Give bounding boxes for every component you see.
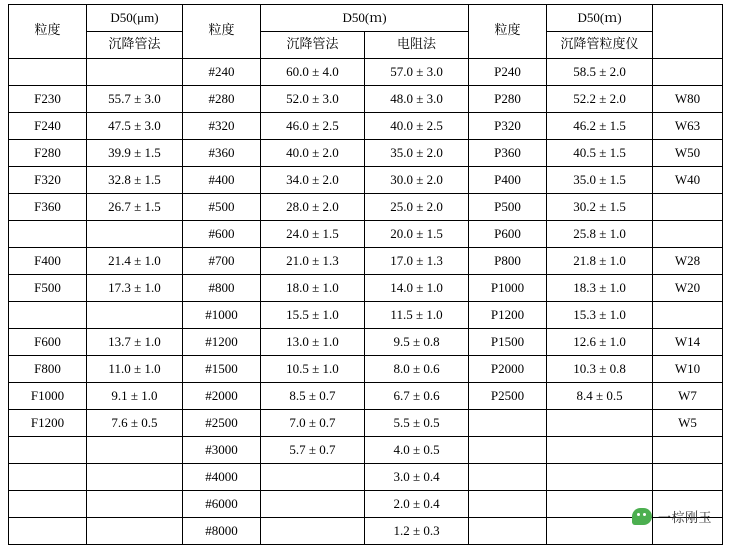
cell-f-grit: F600 bbox=[9, 329, 87, 356]
cell-w-series: W63 bbox=[653, 113, 723, 140]
cell-f-grit bbox=[9, 221, 87, 248]
cell-w-series: W40 bbox=[653, 167, 723, 194]
table-row bbox=[9, 194, 723, 221]
cell-hash-resistance: 40.0 ± 2.5 bbox=[365, 113, 469, 140]
cell-f-d50: 39.9 ± 1.5 bbox=[87, 140, 183, 167]
cell-w-series bbox=[653, 302, 723, 329]
cell-w-series bbox=[653, 194, 723, 221]
table-row bbox=[9, 248, 723, 275]
cell-hash-grit: #1200 bbox=[183, 329, 261, 356]
cell-w-series: W5 bbox=[653, 410, 723, 437]
cell-hash-sedimentation: 34.0 ± 2.0 bbox=[261, 167, 365, 194]
cell-f-d50: 26.7 ± 1.5 bbox=[87, 194, 183, 221]
cell-w-series: W28 bbox=[653, 248, 723, 275]
table-row bbox=[9, 302, 723, 329]
cell-hash-grit: #6000 bbox=[183, 491, 261, 518]
table-row bbox=[9, 221, 723, 248]
cell-hash-sedimentation bbox=[261, 464, 365, 491]
cell-p-d50: 10.3 ± 0.8 bbox=[547, 356, 653, 383]
footer-badge-label: 一棕刚玉 bbox=[657, 511, 712, 526]
cell-w-series: W7 bbox=[653, 383, 723, 410]
table-row bbox=[9, 410, 723, 437]
cell-hash-resistance: 9.5 ± 0.8 bbox=[365, 329, 469, 356]
header-group3-label: 粒度 bbox=[469, 5, 547, 59]
cell-w-series: W10 bbox=[653, 356, 723, 383]
cell-hash-sedimentation: 18.0 ± 1.0 bbox=[261, 275, 365, 302]
cell-hash-resistance: 3.0 ± 0.4 bbox=[365, 464, 469, 491]
cell-w-series bbox=[653, 464, 723, 491]
cell-p-d50: 21.8 ± 1.0 bbox=[547, 248, 653, 275]
cell-p-grit: P360 bbox=[469, 140, 547, 167]
cell-hash-sedimentation bbox=[261, 491, 365, 518]
table-row bbox=[9, 356, 723, 383]
cell-p-d50: 52.2 ± 2.0 bbox=[547, 86, 653, 113]
cell-f-grit: F280 bbox=[9, 140, 87, 167]
cell-hash-sedimentation: 10.5 ± 1.0 bbox=[261, 356, 365, 383]
cell-f-grit: F800 bbox=[9, 356, 87, 383]
cell-f-grit: F240 bbox=[9, 113, 87, 140]
table-row bbox=[9, 113, 723, 140]
cell-w-series: W50 bbox=[653, 140, 723, 167]
cell-hash-grit: #1500 bbox=[183, 356, 261, 383]
cell-f-d50 bbox=[87, 437, 183, 464]
cell-hash-sedimentation: 5.7 ± 0.7 bbox=[261, 437, 365, 464]
cell-hash-grit: #2000 bbox=[183, 383, 261, 410]
cell-f-d50: 7.6 ± 0.5 bbox=[87, 410, 183, 437]
cell-hash-grit: #500 bbox=[183, 194, 261, 221]
table-row bbox=[9, 167, 723, 194]
cell-f-grit bbox=[9, 491, 87, 518]
cell-f-grit bbox=[9, 518, 87, 545]
table-header-row-2 bbox=[9, 32, 723, 59]
cell-w-series: W20 bbox=[653, 275, 723, 302]
cell-f-d50 bbox=[87, 518, 183, 545]
cell-f-grit bbox=[9, 302, 87, 329]
cell-p-grit bbox=[469, 464, 547, 491]
cell-p-d50: 15.3 ± 1.0 bbox=[547, 302, 653, 329]
cell-hash-grit: #360 bbox=[183, 140, 261, 167]
cell-f-grit: F400 bbox=[9, 248, 87, 275]
table-row bbox=[9, 140, 723, 167]
cell-p-grit: P240 bbox=[469, 59, 547, 86]
header-group3-method: 沉降管粒度仪 bbox=[547, 32, 653, 59]
cell-p-grit bbox=[469, 410, 547, 437]
cell-p-grit: P400 bbox=[469, 167, 547, 194]
cell-p-d50: 8.4 ± 0.5 bbox=[547, 383, 653, 410]
cell-f-grit bbox=[9, 464, 87, 491]
table-row bbox=[9, 275, 723, 302]
cell-f-grit: F1200 bbox=[9, 410, 87, 437]
cell-hash-grit: #8000 bbox=[183, 518, 261, 545]
cell-hash-grit: #3000 bbox=[183, 437, 261, 464]
cell-hash-sedimentation: 15.5 ± 1.0 bbox=[261, 302, 365, 329]
cell-w-series: W14 bbox=[653, 329, 723, 356]
cell-hash-resistance: 6.7 ± 0.6 bbox=[365, 383, 469, 410]
cell-w-series bbox=[653, 221, 723, 248]
cell-hash-resistance: 14.0 ± 1.0 bbox=[365, 275, 469, 302]
cell-p-d50 bbox=[547, 410, 653, 437]
cell-p-grit: P280 bbox=[469, 86, 547, 113]
table-row bbox=[9, 329, 723, 356]
cell-p-d50: 30.2 ± 1.5 bbox=[547, 194, 653, 221]
cell-w-series bbox=[653, 59, 723, 86]
cell-p-grit bbox=[469, 518, 547, 545]
header-group2-value: D50(ｍ) bbox=[261, 5, 469, 32]
cell-f-d50: 32.8 ± 1.5 bbox=[87, 167, 183, 194]
cell-p-grit: P800 bbox=[469, 248, 547, 275]
cell-f-grit bbox=[9, 59, 87, 86]
cell-p-grit: P2500 bbox=[469, 383, 547, 410]
cell-hash-sedimentation: 40.0 ± 2.0 bbox=[261, 140, 365, 167]
header-group2-method2: 电阻法 bbox=[365, 32, 469, 59]
header-group3-value: D50(ｍ) bbox=[547, 5, 653, 32]
table-row bbox=[9, 59, 723, 86]
cell-hash-resistance: 5.5 ± 0.5 bbox=[365, 410, 469, 437]
cell-hash-grit: #280 bbox=[183, 86, 261, 113]
cell-p-grit: P2000 bbox=[469, 356, 547, 383]
cell-p-grit: P1000 bbox=[469, 275, 547, 302]
cell-f-d50: 21.4 ± 1.0 bbox=[87, 248, 183, 275]
cell-p-d50: 46.2 ± 1.5 bbox=[547, 113, 653, 140]
cell-hash-grit: #320 bbox=[183, 113, 261, 140]
wechat-icon bbox=[632, 508, 652, 525]
cell-f-d50 bbox=[87, 221, 183, 248]
header-group1-label: 粒度 bbox=[9, 5, 87, 59]
table-row bbox=[9, 464, 723, 491]
cell-p-d50: 35.0 ± 1.5 bbox=[547, 167, 653, 194]
cell-f-grit: F230 bbox=[9, 86, 87, 113]
cell-f-d50: 11.0 ± 1.0 bbox=[87, 356, 183, 383]
header-group1-method: 沉降管法 bbox=[87, 32, 183, 59]
footer-badge bbox=[628, 505, 716, 528]
cell-hash-sedimentation: 46.0 ± 2.5 bbox=[261, 113, 365, 140]
cell-p-grit: P320 bbox=[469, 113, 547, 140]
cell-p-d50: 12.6 ± 1.0 bbox=[547, 329, 653, 356]
cell-hash-sedimentation: 8.5 ± 0.7 bbox=[261, 383, 365, 410]
grit-comparison-table bbox=[8, 4, 723, 545]
cell-hash-resistance: 20.0 ± 1.5 bbox=[365, 221, 469, 248]
cell-hash-grit: #600 bbox=[183, 221, 261, 248]
cell-hash-grit: #400 bbox=[183, 167, 261, 194]
table-row bbox=[9, 491, 723, 518]
cell-p-grit bbox=[469, 437, 547, 464]
cell-w-series bbox=[653, 437, 723, 464]
cell-hash-resistance: 25.0 ± 2.0 bbox=[365, 194, 469, 221]
cell-hash-resistance: 2.0 ± 0.4 bbox=[365, 491, 469, 518]
cell-f-d50: 55.7 ± 3.0 bbox=[87, 86, 183, 113]
cell-f-grit: F320 bbox=[9, 167, 87, 194]
cell-hash-sedimentation: 60.0 ± 4.0 bbox=[261, 59, 365, 86]
cell-p-grit: P500 bbox=[469, 194, 547, 221]
cell-f-d50: 9.1 ± 1.0 bbox=[87, 383, 183, 410]
table-row bbox=[9, 518, 723, 545]
cell-hash-resistance: 57.0 ± 3.0 bbox=[365, 59, 469, 86]
cell-hash-sedimentation: 52.0 ± 3.0 bbox=[261, 86, 365, 113]
header-group2-label: 粒度 bbox=[183, 5, 261, 59]
cell-p-grit: P600 bbox=[469, 221, 547, 248]
cell-f-d50: 13.7 ± 1.0 bbox=[87, 329, 183, 356]
cell-hash-resistance: 48.0 ± 3.0 bbox=[365, 86, 469, 113]
cell-p-d50 bbox=[547, 437, 653, 464]
cell-hash-sedimentation: 21.0 ± 1.3 bbox=[261, 248, 365, 275]
cell-hash-sedimentation: 24.0 ± 1.5 bbox=[261, 221, 365, 248]
cell-f-d50 bbox=[87, 464, 183, 491]
cell-hash-resistance: 11.5 ± 1.0 bbox=[365, 302, 469, 329]
header-group2-method1: 沉降管法 bbox=[261, 32, 365, 59]
cell-hash-resistance: 4.0 ± 0.5 bbox=[365, 437, 469, 464]
cell-hash-sedimentation: 13.0 ± 1.0 bbox=[261, 329, 365, 356]
cell-hash-sedimentation: 28.0 ± 2.0 bbox=[261, 194, 365, 221]
cell-f-d50 bbox=[87, 302, 183, 329]
cell-hash-grit: #700 bbox=[183, 248, 261, 275]
cell-hash-sedimentation bbox=[261, 518, 365, 545]
cell-hash-resistance: 35.0 ± 2.0 bbox=[365, 140, 469, 167]
cell-hash-resistance: 30.0 ± 2.0 bbox=[365, 167, 469, 194]
cell-hash-resistance: 17.0 ± 1.3 bbox=[365, 248, 469, 275]
cell-p-grit: P1500 bbox=[469, 329, 547, 356]
cell-f-d50: 17.3 ± 1.0 bbox=[87, 275, 183, 302]
cell-p-d50: 18.3 ± 1.0 bbox=[547, 275, 653, 302]
cell-hash-grit: #1000 bbox=[183, 302, 261, 329]
header-w-series bbox=[653, 5, 723, 59]
cell-hash-grit: #2500 bbox=[183, 410, 261, 437]
cell-p-d50: 25.8 ± 1.0 bbox=[547, 221, 653, 248]
table-row bbox=[9, 86, 723, 113]
cell-hash-grit: #240 bbox=[183, 59, 261, 86]
cell-p-d50 bbox=[547, 464, 653, 491]
cell-hash-resistance: 1.2 ± 0.3 bbox=[365, 518, 469, 545]
cell-hash-grit: #4000 bbox=[183, 464, 261, 491]
cell-f-d50: 47.5 ± 3.0 bbox=[87, 113, 183, 140]
cell-p-d50: 40.5 ± 1.5 bbox=[547, 140, 653, 167]
cell-f-grit: F1000 bbox=[9, 383, 87, 410]
header-group1-value: D50(μm) bbox=[87, 5, 183, 32]
cell-hash-resistance: 8.0 ± 0.6 bbox=[365, 356, 469, 383]
cell-p-grit: P1200 bbox=[469, 302, 547, 329]
cell-p-d50: 58.5 ± 2.0 bbox=[547, 59, 653, 86]
table-row bbox=[9, 437, 723, 464]
table-header-row-1 bbox=[9, 5, 723, 32]
cell-p-grit bbox=[469, 491, 547, 518]
cell-hash-grit: #800 bbox=[183, 275, 261, 302]
cell-f-grit: F500 bbox=[9, 275, 87, 302]
cell-hash-sedimentation: 7.0 ± 0.7 bbox=[261, 410, 365, 437]
cell-w-series: W80 bbox=[653, 86, 723, 113]
cell-f-d50 bbox=[87, 491, 183, 518]
cell-f-d50 bbox=[87, 59, 183, 86]
cell-f-grit: F360 bbox=[9, 194, 87, 221]
cell-f-grit bbox=[9, 437, 87, 464]
table-sheet bbox=[8, 4, 722, 545]
table-row bbox=[9, 383, 723, 410]
